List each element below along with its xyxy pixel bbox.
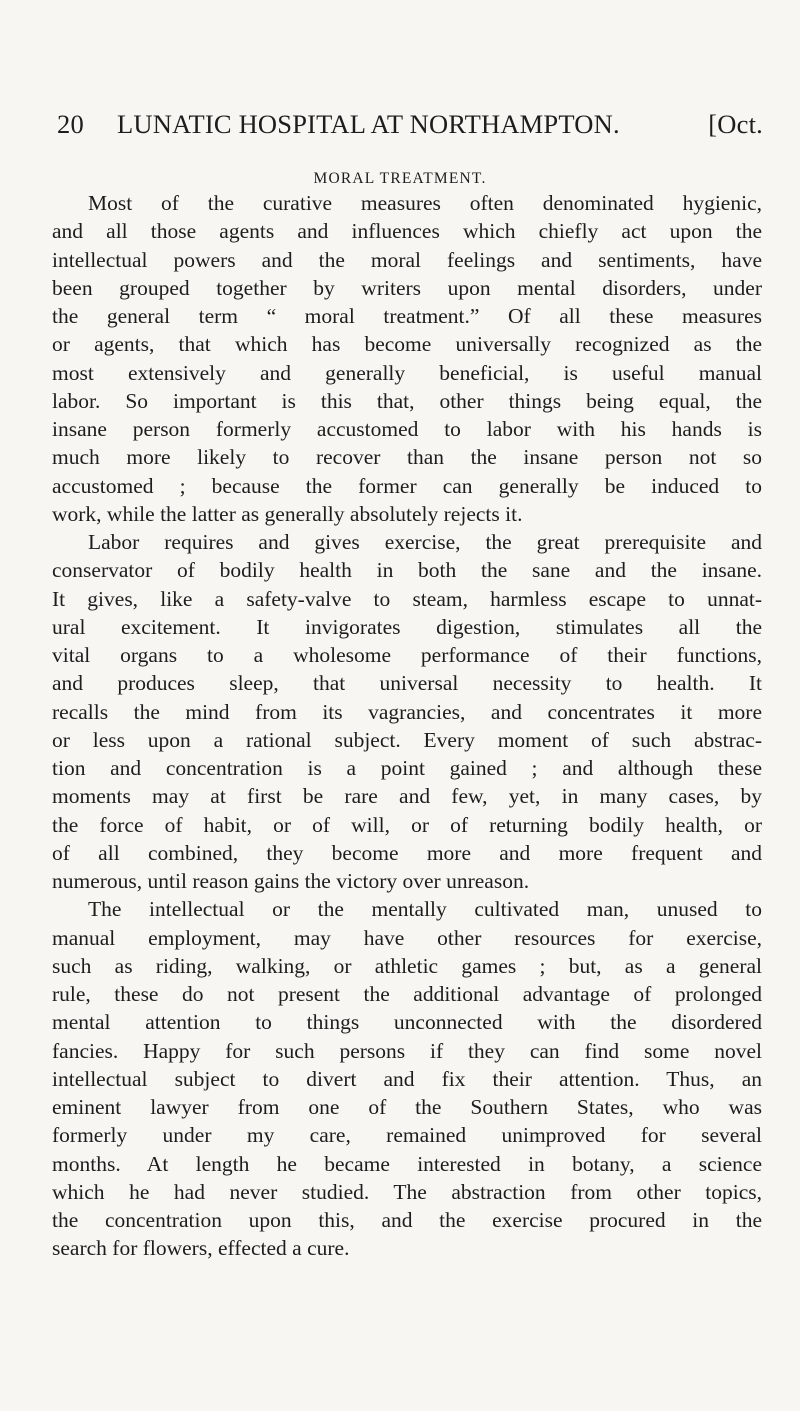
- text-line: ural excitement. It invigorates digestion, stimulates all the: [52, 614, 762, 639]
- text-line: moments may at first be rare and few, yet, in many cases, by: [52, 784, 762, 809]
- text-line: and all those agents and influences which chiefly act upon the: [52, 219, 762, 244]
- text-line: intellectual powers and the moral feelings and sentiments, have: [52, 247, 762, 272]
- text-line: the force of habit, or of will, or of returning bodily health, or: [52, 812, 762, 837]
- text-line: insane person formerly accustomed to labor with his hands is: [52, 417, 762, 441]
- text-line: accustomed ; because the former can generally be induced to: [52, 473, 762, 498]
- text-line: been grouped together by writers upon mental disorders, under: [52, 275, 762, 300]
- text-line: mental attention to things unconnected with the disordered: [52, 1010, 762, 1035]
- text-line: or agents, that which has become universally recognized as the: [52, 332, 762, 357]
- text-line: formerly under my care, remained unimproved for several: [52, 1123, 762, 1148]
- running-head: [57, 107, 763, 141]
- text-line: numerous, until reason gains the victory over unreason.: [52, 869, 530, 893]
- running-title: LUNATIC HOSPITAL AT NORTHAMPTON.: [117, 109, 620, 139]
- text-line: most extensively and generally beneficial, is useful manual: [52, 360, 762, 385]
- text-line: which he had never studied. The abstraction from other topics,: [52, 1179, 762, 1204]
- text-line: intellectual subject to divert and fix their attention. Thus, an: [52, 1066, 762, 1091]
- text-line: search for flowers, effected a cure.: [52, 1236, 350, 1261]
- page-number: 20: [57, 109, 84, 139]
- text-line: the general term “ moral treatment.” Of all these measures: [52, 304, 762, 328]
- text-line: vital organs to a wholesome performance of their functions,: [52, 643, 762, 667]
- text-line: It gives, like a safety-valve to steam, harmless escape to unnat-: [52, 586, 762, 611]
- text-line: recalls the mind from its vagrancies, and concentrates it more: [52, 699, 762, 724]
- text-line: of all combined, they become more and more frequent and: [52, 840, 762, 865]
- text-line: Labor requires and gives exercise, the great prerequisite and: [88, 530, 762, 554]
- text-line: or less upon a rational subject. Every moment of such abstrac-: [52, 727, 762, 752]
- text-line: and produces sleep, that universal necessity to health. It: [52, 671, 762, 696]
- text-line: rule, these do not present the additional advantage of prolonged: [52, 982, 762, 1006]
- text-line: The intellectual or the mentally cultivated man, unused to: [88, 897, 762, 922]
- body-text: [52, 189, 762, 1263]
- text-line: tion and concentration is a point gained ; and although these: [52, 756, 762, 780]
- running-date: [Oct.: [708, 109, 763, 139]
- text-line: manual employment, may have other resources for exercise,: [52, 925, 762, 950]
- text-line: such as riding, walking, or athletic games ; but, as a general: [52, 953, 762, 978]
- text-line: the concentration upon this, and the exercise procured in the: [52, 1208, 762, 1232]
- text-line: months. At length he became interested in botany, a science: [52, 1151, 762, 1176]
- text-line: work, while the latter as generally absolutely rejects it.: [52, 501, 523, 526]
- text-line: Most of the curative measures often denominated hygienic,: [88, 191, 762, 215]
- text-line: labor. So important is this that, other things being equal, the: [52, 388, 762, 413]
- text-line: fancies. Happy for such persons if they can find some novel: [52, 1038, 762, 1063]
- text-line: much more likely to recover than the insane person not so: [52, 445, 762, 470]
- text-line: eminent lawyer from one of the Southern States, who was: [52, 1095, 762, 1119]
- text-line: conservator of bodily health in both the sane and the insane.: [52, 558, 762, 583]
- section-heading: MORAL TREATMENT.: [313, 170, 487, 187]
